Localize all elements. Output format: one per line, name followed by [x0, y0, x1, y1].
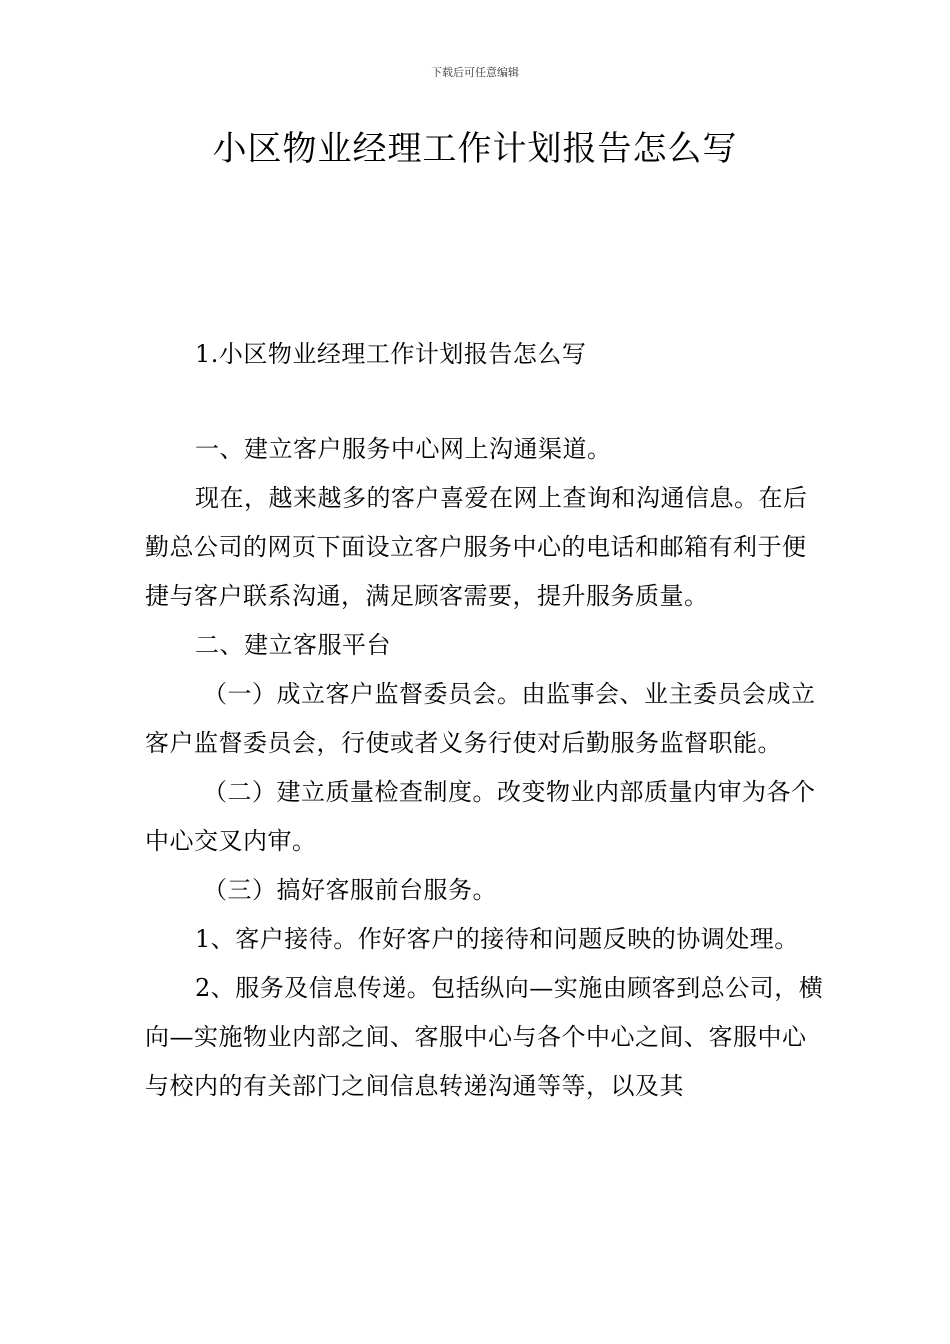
paragraph-4: （一）成立客户监督委员会。由监事会、业主委员会成立客户监督委员会，行使或者义务行使对后勤服务监督职能。	[145, 680, 816, 757]
paragraph-6: （三）搞好客服前台服务。	[203, 876, 497, 904]
paragraph-7: 1、客户接待。作好客户的接待和问题反映的协调处理。	[195, 925, 799, 953]
paragraph-3: 二、建立客服平台	[195, 631, 391, 659]
paragraph-8: 2、服务及信息传递。包括纵向—实施由顾客到总公司，横向—实施物业内部之间、客服中心与各个中心之间、客服中心与校内的有关部门之间信息转递沟通等等，以及其	[145, 974, 824, 1100]
section-heading: 1.小区物业经理工作计划报告怎么写	[195, 340, 587, 368]
document-body	[145, 425, 825, 1111]
document-title: 小区物业经理工作计划报告怎么写	[212, 129, 738, 169]
paragraph-5: （二）建立质量检查制度。改变物业内部质量内审为各个中心交叉内审。	[145, 778, 816, 855]
section-heading-block	[145, 330, 825, 379]
paragraph-2: 现在，越来越多的客户喜爱在网上查询和沟通信息。在后勤总公司的网页下面设立客户服务中心的电话和邮箱有利于便捷与客户联系沟通，满足顾客需要，提升服务质量。	[145, 484, 808, 610]
paragraph-1: 一、建立客户服务中心网上沟通渠道。	[195, 435, 612, 463]
header-note: 下载后可任意编辑	[431, 66, 519, 79]
